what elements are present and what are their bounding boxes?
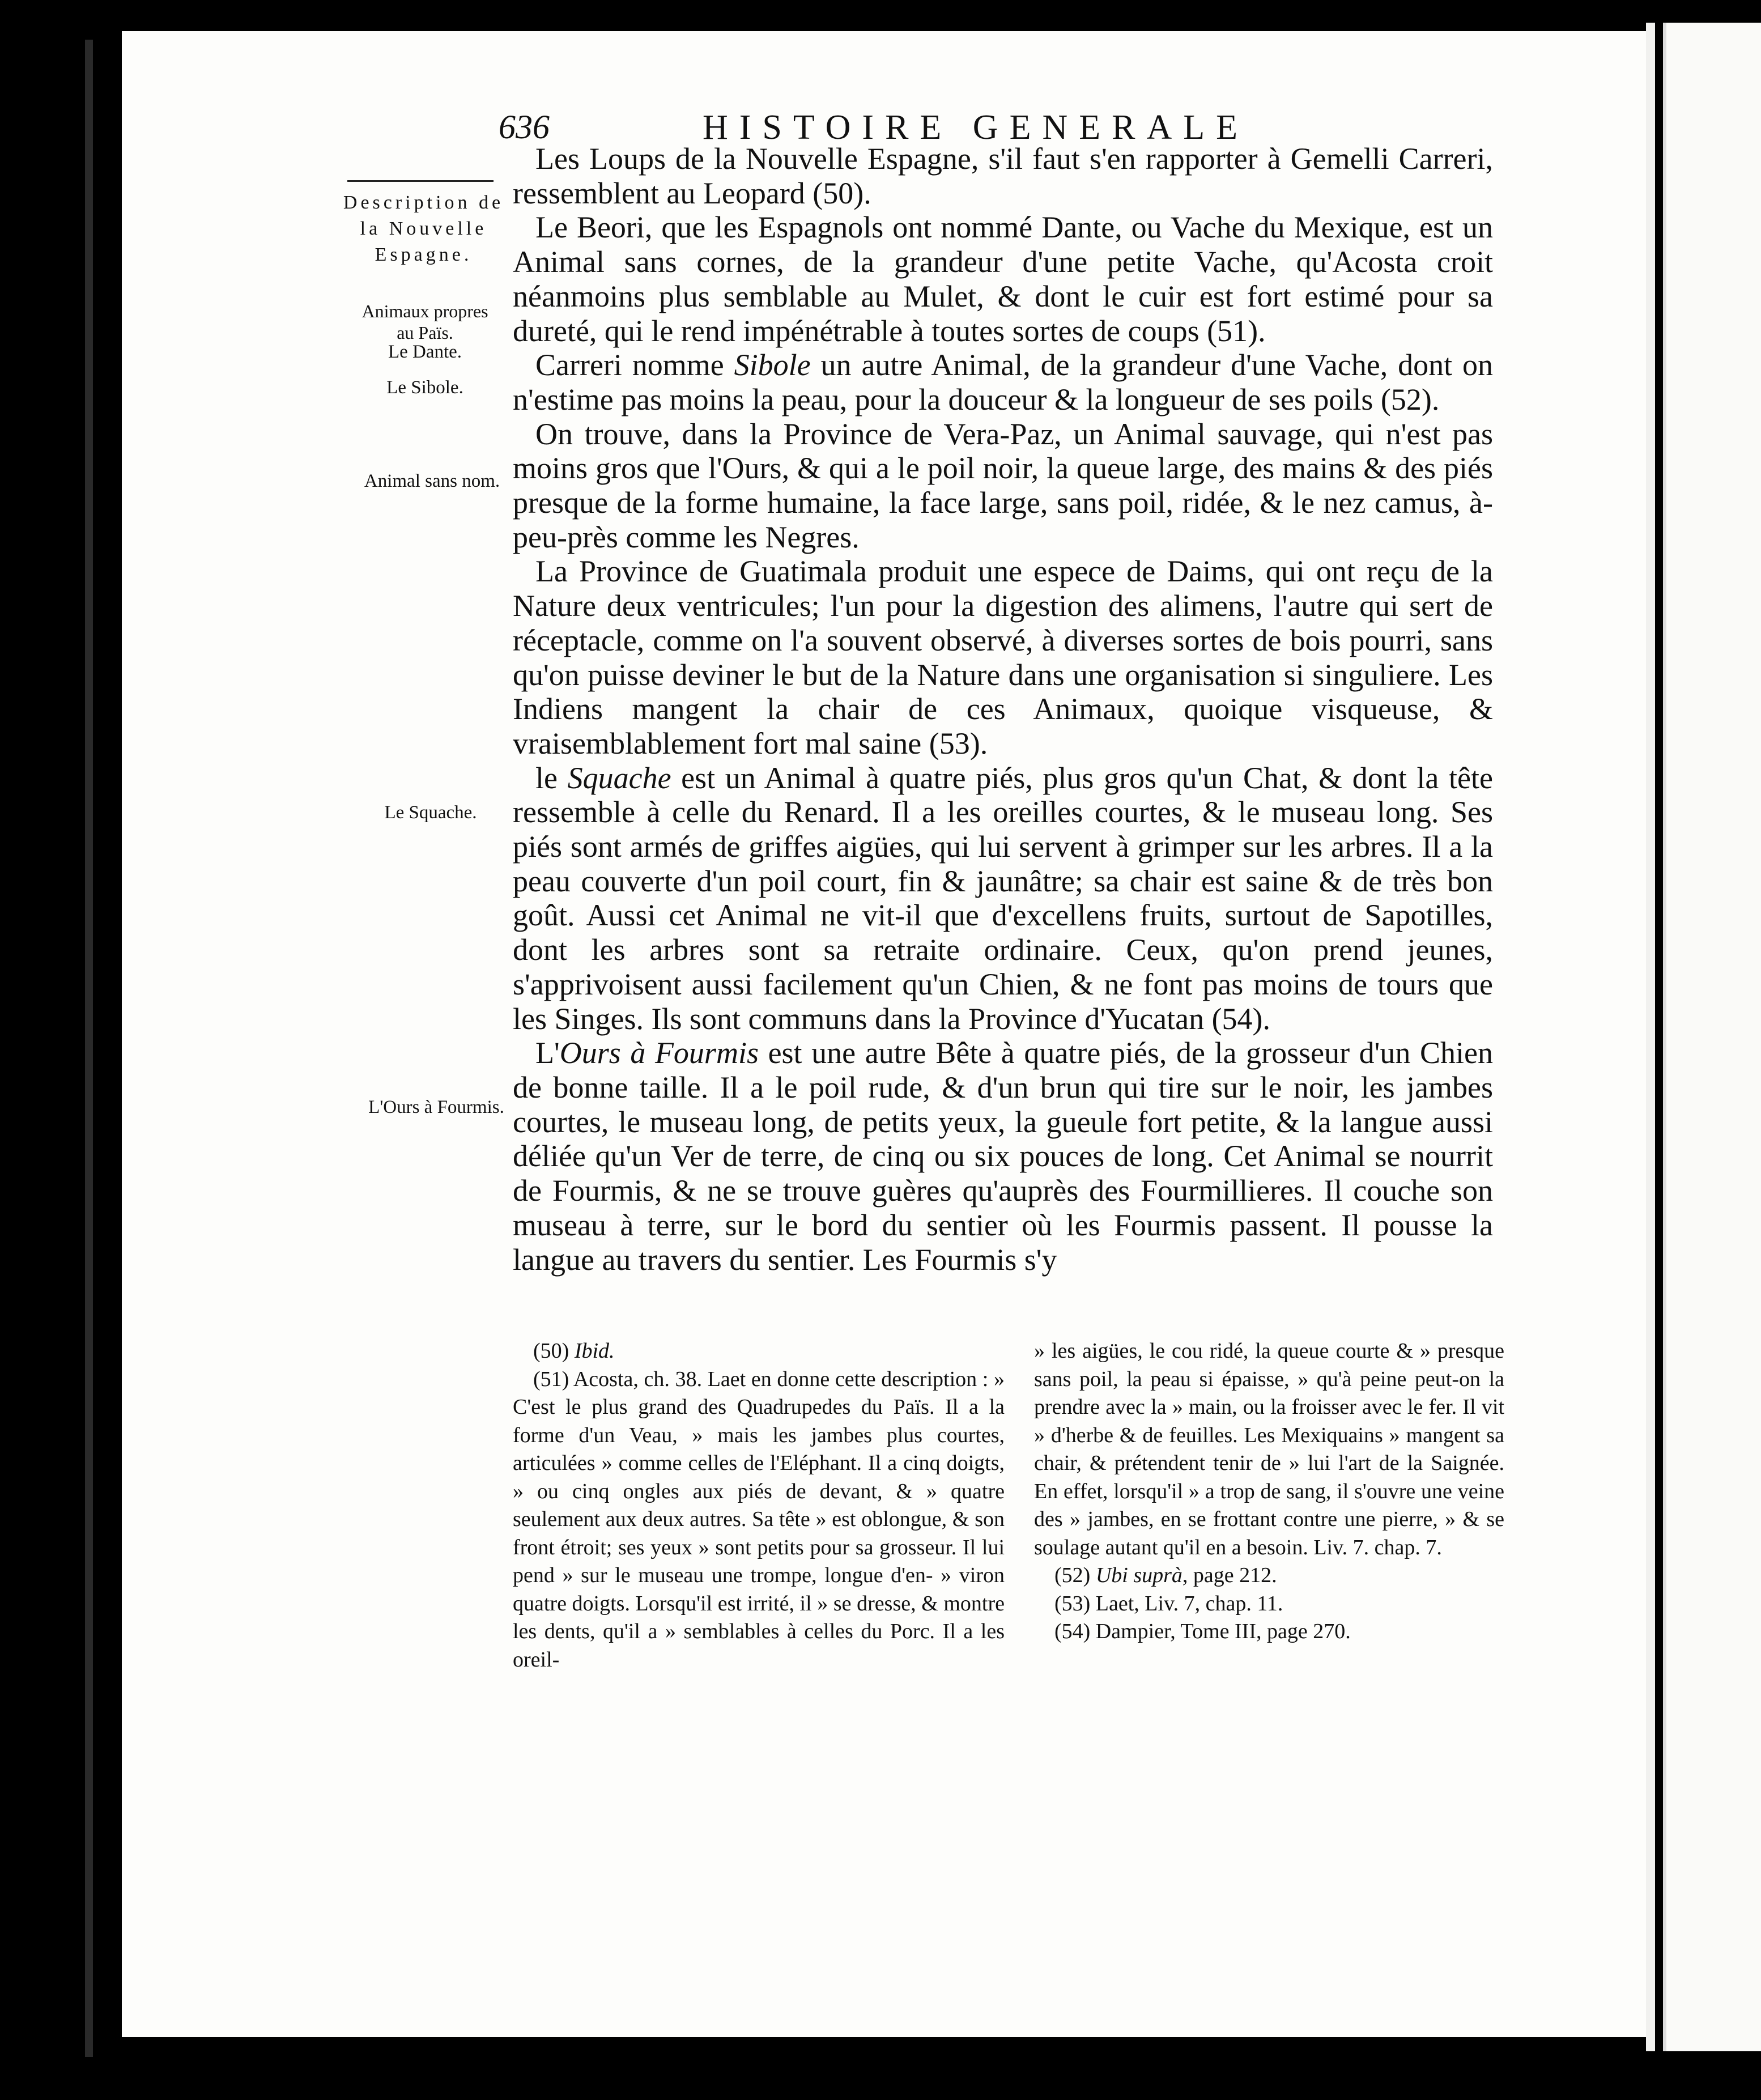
text-run: Carreri nomme — [535, 348, 734, 382]
margin-note-squache: Le Squache. — [384, 802, 477, 823]
paragraph-daims: La Province de Guatimala produit une espece de Daims, qui ont reçu de la Nature deux ventricules; l'un pour la digestion des alimens, l'autre qui sert de réceptacle, comme on l'a souvent observé, à diverses sortes de bois pourri, sans qu'on puisse deviner le but de la Nature dans une organisation si singuliere. Les Indiens mangent la chair de ces Animaux, quoique visqueuse, & vraisemblablement fort mal saine (53). — [513, 554, 1493, 760]
footnote-53: (53) Laet, Liv. 7, chap. 11. — [1054, 1591, 1283, 1616]
footnote-num: (50) — [533, 1339, 575, 1363]
footnote-ref: Ubi suprà — [1095, 1563, 1182, 1587]
footnote-num: (52) — [1054, 1563, 1096, 1587]
margin-note-dante: Le Dante. — [388, 342, 462, 362]
page-number: 636 — [499, 108, 550, 146]
running-title: HISTOIRE GENERALE — [703, 108, 1249, 147]
footnote-page: , page 212. — [1182, 1563, 1277, 1587]
margin-note-animal-sans-nom: Animal sans nom. — [364, 471, 500, 491]
text-run: est un Animal à quatre piés, plus gros qu'un Chat, & dont la tête ressemble à celle du Renard. Il a les oreilles courtes, & le museau long. Ses piés sont armés de griffes aigües, qui lui servent à grimper sur les arbres. Il a la peau couverte d'un poil court, fin & jaunâtre; sa chair est saine & de très bon goût. Aussi cet Animal ne vit-il que d'excellens fruits, surtout de Sapotilles, dont les arbres sont sa retraite ordinaire. Ceux, qu'on prend jeunes, s'apprivoisent aussi facilement qu'un Chien, & ne font pas moins de tours que les Singes. Ils sont communs dans la Province d'Yucatan (54). — [513, 760, 1493, 1036]
margin-note-animaux: Animaux propres au Païs. — [361, 301, 488, 343]
text-run: un autre Animal, de la grandeur d'une Vache, dont on n'estime pas moins la peau, pour la douceur & la longueur de ses poils (52). — [513, 348, 1493, 416]
paragraph-squache — [513, 761, 1493, 1036]
footnote-54: (54) Dampier, Tome III, page 270. — [1054, 1619, 1351, 1643]
footnotes-right — [1034, 1337, 1504, 1646]
margin-note-ours: L'Ours à Fourmis. — [368, 1097, 504, 1117]
paragraph-ours — [513, 1036, 1493, 1277]
facing-page-edge — [1663, 23, 1761, 2051]
footnote-51-continued: » les aigües, le cou ridé, la queue courte & » presque sans poil, la peau si épaisse, » qu'à peine peut-on la prendre avec la » main, ou la froisser avec le fer. Il vit » d'herbe & de feuilles. Les Mexiquains » mangent sa chair, & prétendent tenir de » lui l'art de la Saignée. En effet, lorsqu'il » a trop de sang, il s'ouvre une veine des » jambes, en se frottant contre une pierre, » & se soulage autant qu'il en a besoin. Liv. 7. chap. 7. — [1034, 1339, 1504, 1559]
text-run: L' — [535, 1036, 560, 1070]
margin-note-description: Description de la Nouvelle Espagne. — [343, 192, 504, 265]
paragraph-animal-sauvage: On trouve, dans la Province de Vera-Paz, un Animal sauvage, qui n'est pas moins gros que l'Ours, & qui a le poil noir, la queue large, des mains & des piés presque de la forme humaine, la face large, sans poil, ridée, & le nez camus, à-peu-près comme les Negres. — [513, 416, 1493, 554]
paragraph-loups: Les Loups de la Nouvelle Espagne, s'il faut s'en rapporter à Gemelli Carreri, ressemblent au Leopard (50). — [513, 142, 1493, 210]
footnote-52 — [1034, 1562, 1504, 1590]
term-sibole: Sibole — [734, 348, 811, 382]
facing-page-shadow — [1663, 23, 1666, 2051]
page-fold — [1646, 23, 1655, 2051]
paragraph-beori: Le Beori, que les Espagnols ont nommé Dante, ou Vache du Mexique, est un Animal sans cornes, de la grandeur d'une petite Vache, qu'Acosta croit néanmoins plus semblable au Mulet, & dont le cuir est fort estimé pour sa dureté, qui le rend impénétrable à toutes sortes de coups (51). — [513, 210, 1493, 348]
text-run: est une autre Bête à quatre piés, de la grosseur d'un Chien de bonne taille. Il a le poil rude, & d'un brun qui tire sur le noir, les jambes courtes, le museau long, de petits yeux, la gueule fort petite, & la langue aussi déliée qu'un Ver de terre, de cinq ou six pouces de long. Cet Animal se nourrit de Fourmis, & ne se trouve guères qu'auprès des Fourmillieres. Il couche son museau à terre, sur le bord du sentier où les Fourmis passent. Il pousse la langue au travers du sentier. Les Fourmis s'y — [513, 1036, 1493, 1277]
scan-edge — [85, 40, 93, 2057]
margin-rule — [347, 180, 494, 182]
text-run: le — [535, 760, 568, 795]
term-squache: Squache — [567, 760, 671, 795]
footnote-50 — [513, 1337, 1005, 1366]
margin-note-sibole: Le Sibole. — [386, 377, 463, 398]
term-ours-a-fourmis: Ours à Fourmis — [559, 1036, 759, 1070]
footnote-51: (51) Acosta, ch. 38. Laet en donne cette description : » C'est le plus grand des Quadrupedes du Païs. Il a la forme d'un Veau, » mais les jambes plus courtes, articulées » comme celles de l'Eléphant. Il a cinq doigts, » ou cinq ongles aux piés de devant, & » quatre seulement aux deux autres. Sa tête » est oblongue, & son front étroit; ses yeux » sont petits pour sa grosseur. Il lui pend » sur le museau une trompe, longue d'en- » viron quatre doigts. Lorsqu'il est irrité, il » se dresse, & montre les dents, qu'il a » semblables à celles du Porc. Il a les oreil- — [513, 1367, 1005, 1672]
footnote-ref: Ibid. — [574, 1339, 615, 1363]
main-text — [513, 142, 1493, 1277]
paragraph-sibole — [513, 348, 1493, 416]
footnotes-left — [513, 1337, 1005, 1674]
